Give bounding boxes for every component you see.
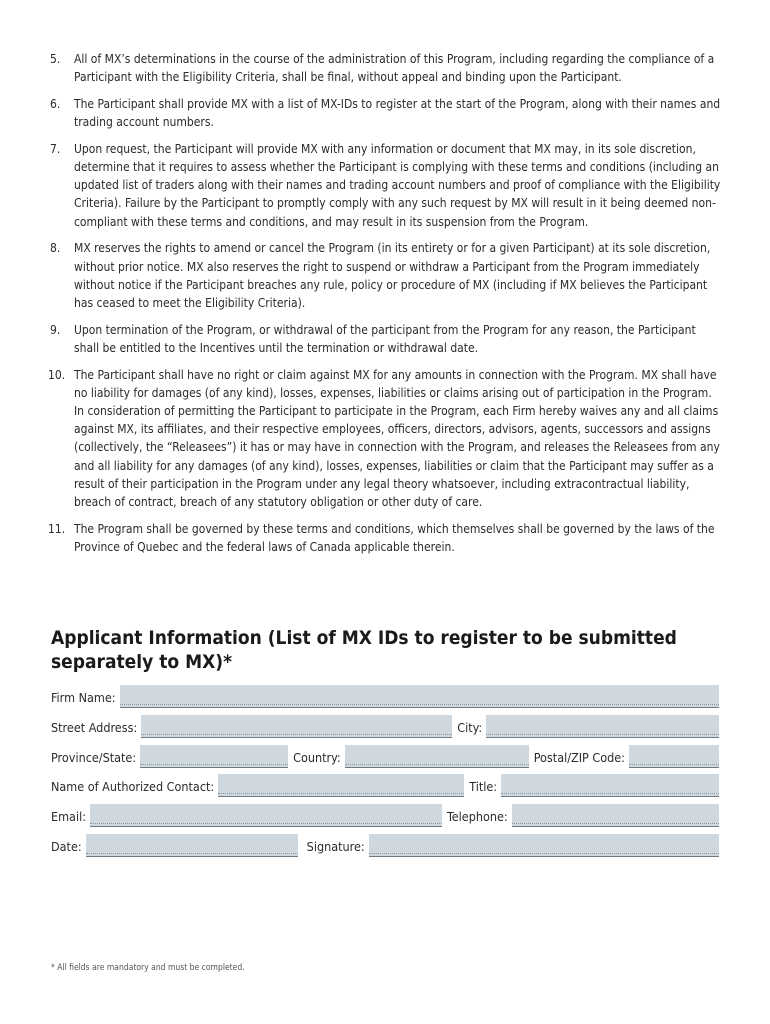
term-item <box>50 520 722 556</box>
title-label: Title: <box>469 779 498 795</box>
term-text: The Participant shall have no right or claim against MX for any amounts in connection with the Program. MX shall have no liability for damages (of any kind), losses, expenses, liabilities or claims arising out of participation in the Program. In consideration of permitting the Participant to participate in the Program, each Firm hereby waives any and all claims against MX, its affiliates, and their respective employees, officers, directors, advisors, agents, successors and assigns (collectively, the “Releasees”) it has or may have in connection with the Program, and releases the Releasees from any and all liability for any damages (of any kind), losses, expenses, liabilities or claim that the Participant may suffer as a result of their participation in the Program under any legal theory whatsoever, including extracontractual liability, breach of contract, breach of any statutory obligation or other duty of care. <box>74 367 720 509</box>
email-label: Email: <box>51 809 86 825</box>
term-text: MX reserves the rights to amend or cancel the Program (in its entirety or for a given Participant) at its sole discretion, without prior notice. MX also reserves the right to suspend or withdraw a Participant from the Program immediately without notice if the Participant breaches any rule, policy or procedure of MX (including if MX believes the Participant has ceased to meet the Eligibility Criteria). <box>74 241 711 310</box>
postal-zip-label: Postal/ZIP Code: <box>533 749 625 765</box>
form-row <box>51 684 719 708</box>
term-number: 9. <box>50 322 61 337</box>
term-number: 11. <box>48 521 66 536</box>
date-field[interactable] <box>86 834 298 857</box>
email-field[interactable] <box>90 804 442 827</box>
authorized-contact-label: Name of Authorized Contact: <box>51 779 215 795</box>
term-number: 7. <box>50 141 61 156</box>
term-item <box>50 140 722 231</box>
form-row <box>51 803 719 827</box>
street-address-field[interactable] <box>141 715 452 738</box>
date-label: Date: <box>51 838 82 854</box>
street-address-label: Street Address: <box>51 719 138 735</box>
firm-name-field[interactable] <box>120 685 719 708</box>
section-title: Applicant Information (List of MX IDs to register to be submitted separately to MX)* <box>51 627 677 673</box>
firm-name-label: Firm Name: <box>51 690 116 705</box>
postal-zip-field[interactable] <box>629 745 719 768</box>
province-state-label: Province/State: <box>51 749 137 765</box>
term-text: The Participant shall provide MX with a list of MX-IDs to register at the start of the Program, along with their names and trading account numbers. <box>74 96 721 130</box>
form-row <box>51 773 719 797</box>
term-number: 6. <box>50 96 61 111</box>
city-field[interactable] <box>486 715 719 738</box>
title-field[interactable] <box>501 774 719 797</box>
country-label: Country: <box>293 749 341 765</box>
term-item <box>50 239 722 312</box>
form-row <box>51 714 719 738</box>
term-item <box>50 50 722 86</box>
term-item <box>50 366 722 512</box>
term-number: 5. <box>50 52 61 66</box>
signature-field[interactable] <box>369 834 719 857</box>
term-item <box>50 95 722 131</box>
term-text: Upon termination of the Program, or withdrawal of the participant from the Program for any reason, the Participant shall be entitled to the Incentives until the termination or withdrawal date. <box>74 322 696 355</box>
country-field[interactable] <box>345 745 529 768</box>
footnote: * All fields are mandatory and must be completed. <box>51 963 245 973</box>
form-row <box>51 833 719 857</box>
telephone-field[interactable] <box>512 804 719 827</box>
term-item <box>50 321 722 357</box>
signature-label: Signature: <box>306 838 365 854</box>
form-row <box>51 744 719 768</box>
term-text: Upon request, the Participant will provide MX with any information or document that MX may, in its sole discretion, determine that it requires to assess whether the Participant is complying with these terms and conditions (including an updated list of traders along with their names and trading account numbers and proof of compliance with the Eligibility Criteria). Failure by the Participant to promptly comply with any such request by MX will result in it being deemed non-compliant with these terms and conditions, and may result in its suspension from the Program. <box>74 141 721 229</box>
term-text: The Program shall be governed by these terms and conditions, which themselves shall be governed by the laws of the Province of Quebec and the federal laws of Canada applicable therein. <box>74 521 715 554</box>
term-number: 8. <box>50 241 61 256</box>
terms-list <box>50 50 722 565</box>
authorized-contact-field[interactable] <box>218 774 464 797</box>
term-number: 10. <box>48 367 66 382</box>
province-state-field[interactable] <box>140 745 288 768</box>
applicant-form <box>51 684 719 863</box>
telephone-label: Telephone: <box>447 809 508 825</box>
city-label: City: <box>457 719 483 735</box>
term-text: All of MX’s determinations in the course of the administration of this Program, including regarding the compliance of a Participant with the Eligibility Criteria, shall be final, without appeal and binding upon the Participant. <box>74 52 715 85</box>
